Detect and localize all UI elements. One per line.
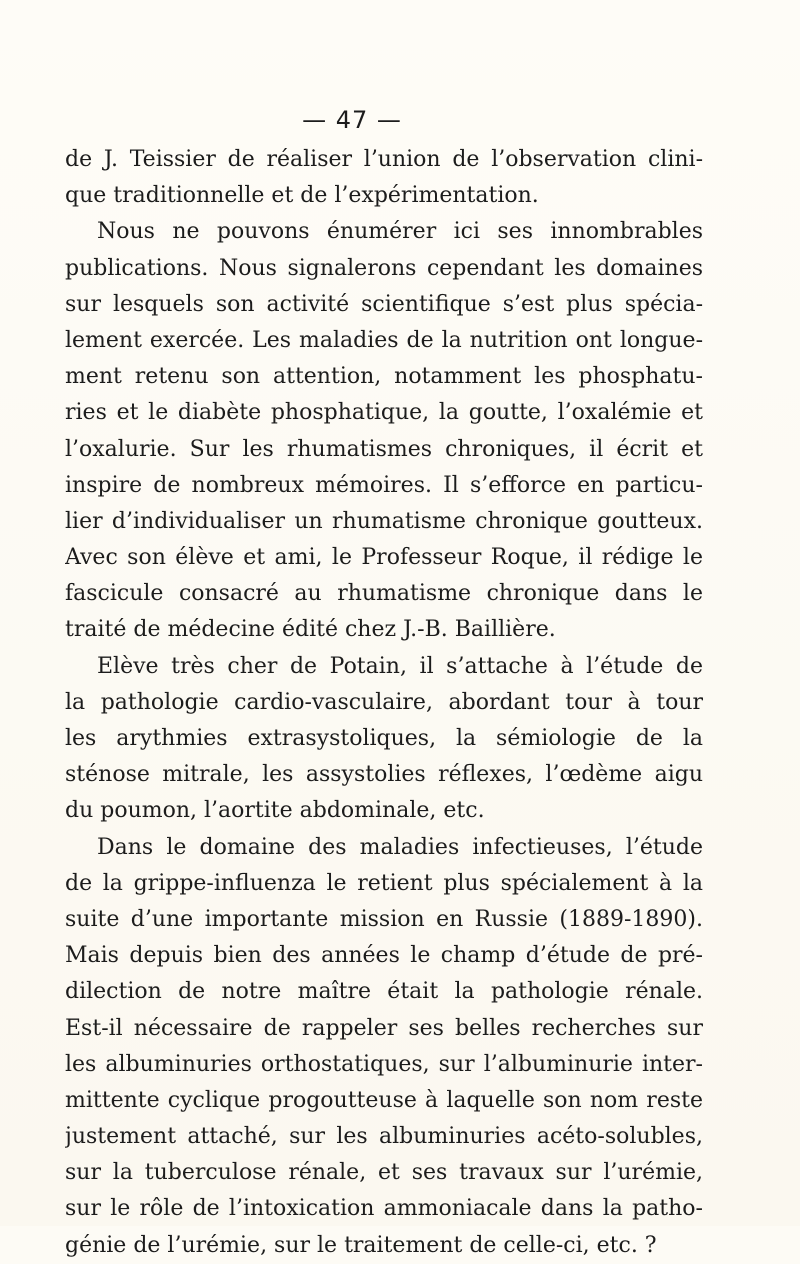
text-line: les albuminuries orthostatiques, sur l’albuminurie inter-: [65, 1051, 703, 1077]
text-line: ries et le diabète phosphatique, la goutte, l’oxalémie et: [65, 400, 703, 426]
paragraph-start-line: Nous ne pouvons énumérer ici ses innombrables: [97, 219, 703, 245]
text-line: les arythmies extrasystoliques, la sémiologie de la: [65, 726, 703, 751]
text-line: mittente cyclique progoutteuse à laquelle son nom reste: [65, 1087, 703, 1113]
text-line: justement attaché, sur les albuminuries acéto-solubles,: [65, 1124, 703, 1150]
text-line: sténose mitrale, les assystolies réflexes, l’œdème aigu: [65, 762, 703, 788]
text-line: génie de l’urémie, sur le traitement de celle-ci, etc. ?: [65, 1232, 657, 1258]
paragraph-start-line: Elève très cher de Potain, il s’attache à l’étude de: [97, 653, 703, 679]
text-line: de la grippe-influenza le retient plus spécialement à la: [65, 870, 703, 896]
text-line: sur le rôle de l’intoxication ammoniacale dans la patho-: [65, 1196, 703, 1222]
text-line: sur la tuberculose rénale, et ses travaux sur l’urémie,: [65, 1160, 703, 1186]
text-line: de J. Teissier de réaliser l’union de l’observation clini-: [65, 147, 703, 172]
text-line: la pathologie cardio-vasculaire, abordant tour à tour: [65, 689, 703, 715]
text-line: inspire de nombreux mémoires. Il s’efforce en particu-: [65, 472, 703, 498]
text-line: Est-il nécessaire de rappeler ses belles recherches sur: [65, 1015, 703, 1041]
text-line: Avec son élève et ami, le Professeur Roque, il rédige le: [65, 545, 703, 571]
paragraph-start-line: Dans le domaine des maladies infectieuses, l’étude: [97, 834, 703, 860]
page-number: — 47 —: [302, 106, 402, 134]
text-line: publications. Nous signalerons cependant les domaines: [65, 255, 703, 281]
text-line: suite d’une importante mission en Russie (1889-1890).: [65, 906, 703, 932]
text-line: lement exercée. Les maladies de la nutrition ont longue-: [65, 327, 703, 353]
text-line: Mais depuis bien des années le champ d’étude de pré-: [65, 943, 703, 969]
text-line: du poumon, l’aortite abdominale, etc.: [65, 798, 485, 824]
body-text: [65, 142, 703, 1264]
text-line: dilection de notre maître était la pathologie rénale.: [65, 979, 703, 1005]
text-line: ment retenu son attention, notamment les phosphatu-: [65, 364, 703, 390]
text-line: que traditionnelle et de l’expérimentation.: [65, 183, 539, 209]
text-line: traité de médecine édité chez J.-B. Baillière.: [65, 617, 556, 643]
text-line: sur lesquels son activité scientifique s’est plus spécia-: [65, 291, 703, 317]
text-line: fascicule consacré au rhumatisme chronique dans le: [65, 581, 703, 607]
text-line: lier d’individualiser un rhumatisme chronique goutteux.: [65, 508, 703, 534]
text-line: l’oxalurie. Sur les rhumatismes chroniques, il écrit et: [65, 436, 703, 462]
